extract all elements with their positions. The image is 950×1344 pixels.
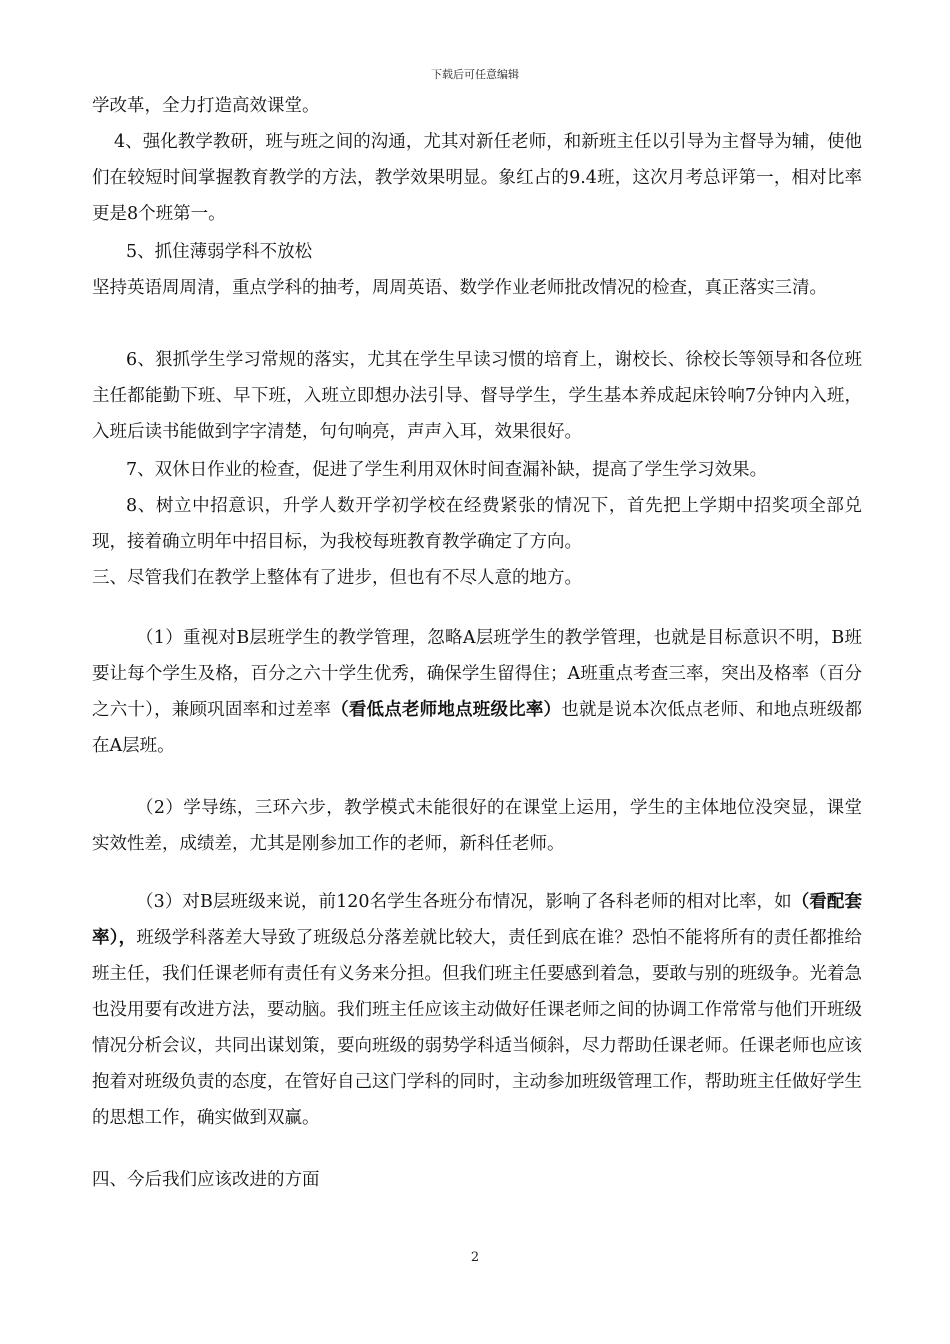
paragraph-point-2: （2）学导练，三环六步，教学模式未能很好的在课堂上运用，学生的主体地位没突显，课堂实效性差，成绩差，尤其是刚参加工作的老师，新科任老师。 [92, 798, 862, 854]
point-3-text: （3）对B层班级来说，前120名学生各班分布情况，影响了各科老师的相对比率，如 [136, 892, 792, 912]
point-1-text-end: 也就是说本次低点老师、和地点班级都在A层班。 [92, 700, 863, 756]
paragraph-item-5-heading: 5、抓住薄弱学科不放松 [126, 242, 313, 262]
section-four-heading: 四、今后我们应该改进的方面 [92, 1170, 320, 1190]
point-3-emphasis: （看配套率）， [92, 892, 862, 948]
page-header: 下载后可任意编辑 [431, 68, 519, 81]
paragraph-continuation: 学改革，全力打造高效课堂。 [92, 96, 320, 116]
paragraph-item-6: 6、狠抓学生学习常规的落实，尤其在学生早读习惯的培育上，谢校长、徐校长等领导和各位班主任都能勤下班、早下班，入班立即想办法引导、督导学生，学生基本养成起床铃响7分钟内入班，入班后读书能做到字字清楚，句句响亮，声声入耳，效果很好。 [92, 350, 862, 442]
paragraph-item-7: 7、双休日作业的检查，促进了学生利用双休时间查漏补缺，提高了学生学习效果。 [126, 460, 768, 480]
paragraph-item-4: 4、强化教学教研，班与班之间的沟通，尤其对新任老师，和新班主任以引导为主督导为辅，使他们在较短时间掌握教育教学的方法，教学效果明显。象红占的9.4班，这次月考总评第一，相对比率更是8个班第一。 [92, 132, 862, 224]
paragraph-point-3 [92, 884, 862, 1136]
point-1-text: （1）重视对B层班学生的教学管理，忽略A层班学生的教学管理，也就是目标意识不明，B班要让每个学生及格，百分之六十学生优秀，确保学生留得住；A班重点考查三率，突出及格率（百分之六十），兼顾巩固率和过差率 [92, 628, 862, 720]
paragraph-item-8: 8、树立中招意识，升学人数开学初学校在经费紧张的情况下，首先把上学期中招奖项全部兑现，接着确立明年中招目标，为我校每班教育教学确定了方向。 [92, 496, 862, 552]
paragraph-english-check: 坚持英语周周清，重点学科的抽考，周周英语、数学作业老师批改情况的检查，真正落实三清。 [92, 278, 827, 298]
point-3-text-end: 班级学科落差大导致了班级总分落差就比较大，责任到底在谁？恐怕不能将所有的责任都推给班主任，我们任课老师有责任有义务来分担。但我们班主任要感到着急，要敢与别的班级争。光着急也没用要有改进方法，要动脑。我们班主任应该主动做好任课老师之间的协调工作常常与他们开班级情况分析会议，共同出谋划策，要向班级的弱势学科适当倾斜，尽力帮助任课老师。任课老师也应该抱着对班级负责的态度，在管好自己这门学科的同时，主动参加班级管理工作，帮助班主任做好学生的思想工作，确实做到双赢。 [92, 928, 863, 1128]
point-1-emphasis: （看低点老师地点班级比率） [331, 700, 562, 720]
page-number: 2 [470, 1250, 480, 1265]
paragraph-point-1 [92, 620, 862, 764]
section-three-heading: 三、尽管我们在教学上整体有了进步，但也有不尽人意的地方。 [92, 568, 582, 588]
